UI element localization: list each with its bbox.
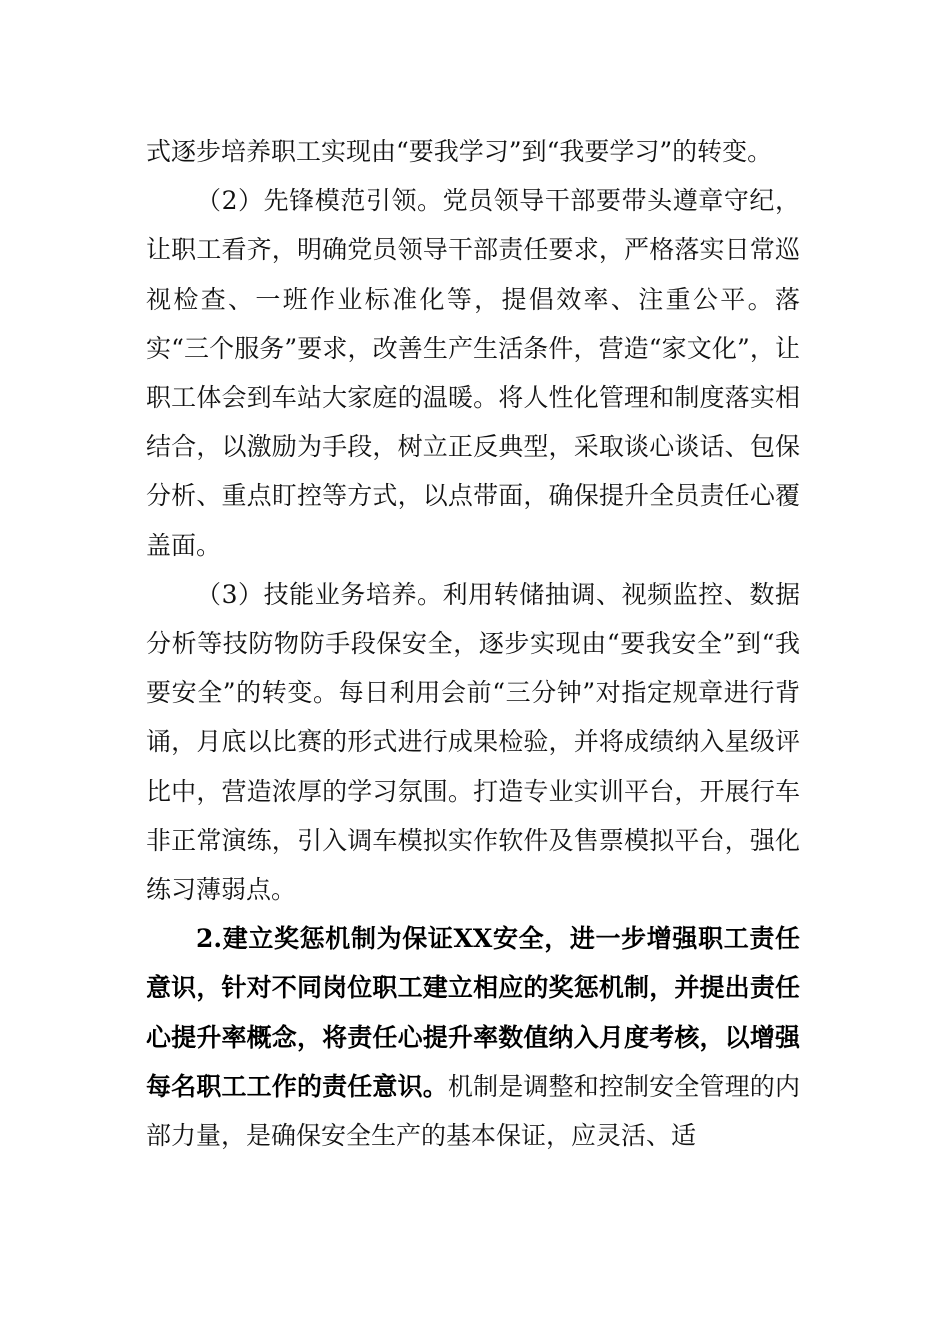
section-heading-reward-mechanism: 2.建立奖惩机制为保证XX安全，进一步增强职工责任意识，针对不同岗位职工建立相应的奖惩机制，并提出责任心提升率概念，将责任心提升率数值纳入月度考核，以增强每名职工工作的责任意识。 bbox=[146, 924, 800, 1101]
paragraph-continuation: 式逐步培养职工实现由“要我学习”到“我要学习”的转变。 bbox=[146, 137, 773, 166]
paragraph-reward-mechanism-body: 机制是调整和控制安全管理的内部力量，是确保安全生产的基本保证，应灵活、适 bbox=[146, 1071, 800, 1151]
paragraph-pioneer-leadership: （2）先锋模范引领。党员领导干部要带头遵章守纪，让职工看齐，明确党员领导干部责任要求，严格落实日常巡视检查、一班作业标准化等，提倡效率、注重公平。落实“三个服务”要求，改善生产生活条件，营造“家文化”，让职工体会到车站大家庭的温暖。将人性化管理和制度落实相结合，以激励为手段，树立正反典型，采取谈心谈话、包保分析、重点盯控等方式，以点带面，确保提升全员责任心覆盖面。 bbox=[146, 186, 800, 560]
paragraph-reward-mechanism bbox=[146, 914, 800, 1160]
paragraph-skill-training: （3）技能业务培养。利用转储抽调、视频监控、数据分析等技防物防手段保安全，逐步实现由“要我安全”到“我要安全”的转变。每日利用会前“三分钟”对指定规章进行背诵，月底以比赛的形式进行成果检验，并将成绩纳入星级评比中，营造浓厚的学习氛围。打造专业实训平台，开展行车非正常演练，引入调车模拟实作软件及售票模拟平台，强化练习薄弱点。 bbox=[146, 579, 800, 905]
document-body bbox=[146, 127, 800, 1160]
